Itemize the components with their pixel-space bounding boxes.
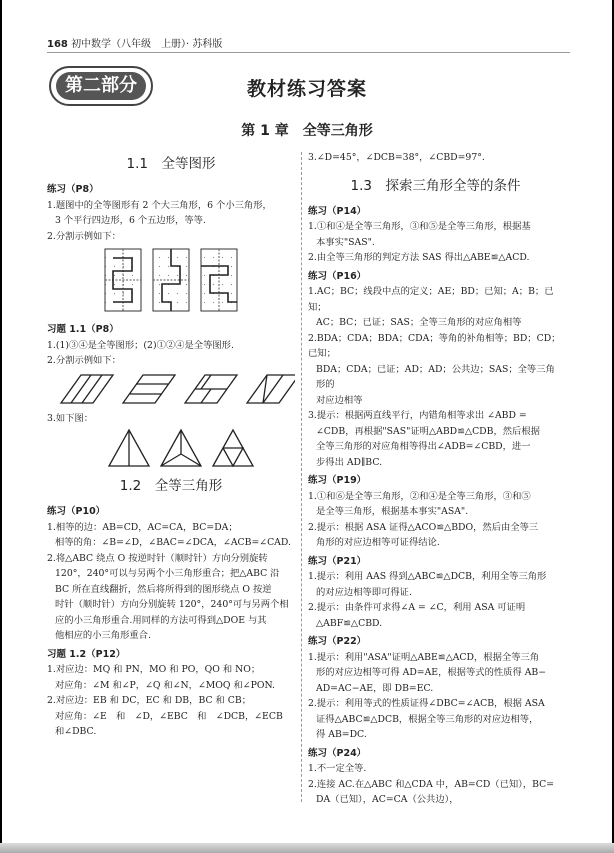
answer-p16-1-cont: AC；BC；已证；SAS；全等三角形的对应角相等 — [316, 317, 522, 328]
answer-p8-1-cont: 3 个平行四边形，6 个五边形，等等. — [55, 215, 206, 226]
answer-p19-2-cont: 角形的对应边相等可证得结论. — [316, 537, 440, 548]
grid-panel-2 — [153, 249, 189, 311]
homework-heading-1-2: 习题 1.2（P12） — [47, 648, 126, 660]
answer-p10-2-line6: 他相应的小三角形重合. — [55, 630, 151, 641]
section-1-2-title: 1.2 全等三角形 — [119, 478, 223, 494]
answer-p16-1: 1.AC；BC；线段中点的定义；AE；BD；已知；A；B；已知； — [308, 286, 554, 313]
exercise-heading-p10: 练习（P10） — [47, 506, 106, 517]
answer-p21-1: 1.提示：利用 AAS 得到△ABC≌△DCB，利用全等三角形 — [308, 571, 547, 582]
running-header — [47, 35, 222, 50]
exercise-heading-p16: 练习（P16） — [308, 270, 367, 282]
parallelogram-1 — [61, 375, 113, 403]
left-column — [47, 150, 295, 740]
triangle-3 — [213, 430, 253, 466]
page-number: 168 — [47, 39, 68, 50]
answer-p22-1: 1.提示：利用"ASA"证明△ABE≌△ACD，根据全等三角 — [308, 651, 540, 663]
answer-p10-1: 1.相等的边：AB=CD，AC=CA，BC=DA； — [47, 521, 238, 533]
answer-p10-2-line4: 时针（顺时针）方向分别旋转 120°，240°可与另两个相 — [55, 599, 289, 610]
answer-p21-2: 2.提示：由条件可求得∠A = ∠C，利用 ASA 可证明 — [308, 602, 526, 613]
answer-p10-2-line3: BC 所在直线翻折，然后将所得到的图形绕点 O 按逆 — [55, 583, 272, 595]
answer-p24-2-cont: DA（已知），AC=CA（公共边）， — [316, 794, 459, 805]
exercise-heading-p22: 练习（P22） — [308, 636, 367, 647]
answer-p22-2-line3: 得 AB=DC. — [316, 729, 367, 740]
exercise-heading-p14: 练习（P14） — [308, 205, 367, 217]
answer-p22-2-line2: 证得△ABC≌△DCB，根据全等三角形的对应边相等， — [316, 713, 539, 725]
answer-p14-2: 2.由全等三角形的判定方法 SAS 得出△ABE≌△ACD. — [308, 252, 530, 263]
homework-1-2-q2-end: 和∠DBC. — [55, 726, 97, 737]
section-1-3-title: 1.3 探索三角形全等的条件 — [350, 177, 521, 194]
parallelogram-4 — [247, 375, 295, 403]
answer-p8-1: 1.题图中的全等图形有 2 个大三角形，6 个小三角形， — [47, 199, 272, 211]
answer-p24-1: 1.不一定全等. — [308, 763, 367, 774]
part-badge-label: 第二部分 — [56, 72, 146, 100]
answer-p21-1-cont: 的对应边相等即可得证. — [316, 586, 412, 598]
homework-1-1-q2: 2.分割示例如下： — [47, 355, 121, 366]
exercise-heading-p24: 练习（P24） — [308, 747, 367, 759]
answer-p19-1: 1.①和⑥是全等三角形，②和④是全等三角形，③和⑤ — [308, 490, 531, 502]
answer-p16-2-line2: BDA；CDA；已证；AD；AD；公共边；SAS；全等三角形的 — [316, 363, 555, 390]
answer-p21-2-cont: △ABF≌△CBD. — [316, 617, 383, 629]
parallelogram-2 — [123, 375, 175, 403]
answer-p16-3-line3: 全等三角形的对应角相等得出∠ADB=∠CBD，进一 — [316, 441, 531, 452]
homework-heading-1-1: 习题 1.1（P8） — [47, 324, 119, 335]
grid-division-figure — [47, 244, 295, 316]
homework-1-1-q1: 1.(1)③④是全等图形；(2)①②④是全等图形. — [47, 339, 234, 351]
answer-p19-1-cont: 是全等三角形，根据基本事实"ASA". — [316, 506, 469, 517]
answer-p16-2: 2.BDA；CDA；BDA；CDA；等角的补角相等；BD；CD；已知； — [308, 332, 561, 359]
chapter-title: 第 1 章 全等三角形 — [241, 123, 373, 139]
answer-p16-3-line2: ∠CDB，再根据"SAS"证明△ABD≌△CDB，然后根据 — [316, 425, 540, 437]
exercise-heading-p19: 练习（P19） — [308, 475, 367, 486]
grid-panel-3 — [201, 249, 237, 311]
answer-p16-2-line3: 对应边相等 — [316, 394, 363, 406]
exercise-heading-p8: 练习（P8） — [47, 184, 99, 195]
answer-p14-1-cont: 本事实"SAS". — [316, 236, 375, 248]
parallelogram-3 — [185, 375, 237, 403]
book-title: 初中数学（八年级 上册）· 苏科版 — [71, 39, 223, 50]
triangle-1 — [109, 430, 149, 466]
answer-p19-2: 2.提示：根据 ASA 证得△ACO≌△BDO，然后由全等三 — [308, 521, 539, 533]
answer-p8-2: 2.分割示例如下： — [47, 230, 121, 242]
answer-p10-2-line5: 应的小三角形重合.用同样的方法可得到△DOE 与其 — [55, 614, 267, 626]
column-divider — [301, 152, 302, 802]
grid-panel-1 — [105, 249, 141, 311]
header-rule — [47, 52, 570, 53]
triangle-2 — [161, 430, 201, 466]
homework-1-1-q3: 3.如下图： — [47, 412, 94, 424]
homework-1-2-q1: 1.对应边：MQ 和 PN，MO 和 PO，QO 和 NO； — [47, 664, 261, 675]
triangle-division-figure — [47, 426, 295, 470]
page-edge-bottom — [0, 843, 614, 853]
section-1-1-title: 1.1 全等图形 — [126, 156, 216, 172]
homework-1-2-q2: 2.对应边：EB 和 DC，EC 和 DB，BC 和 CB； — [47, 695, 252, 706]
exercise-heading-p21: 练习（P21） — [308, 555, 367, 567]
answer-p16-3: 3.提示：根据两直线平行，内错角相等求出 ∠ABD = — [308, 410, 527, 421]
homework-1-2-q1-cont: 对应角：∠M 和∠P，∠Q 和∠N，∠MOQ 和∠PON. — [55, 679, 275, 691]
answer-p22-2: 2.提示：利用等式的性质证得∠DBC=∠ACB，根据 ASA — [308, 698, 545, 709]
homework-1-2-q2-cont: 对应角：∠E 和 ∠D，∠EBC 和 ∠DCB，∠ECB — [55, 710, 283, 722]
answer-p14-1: 1.①和④是全等三角形，③和⑤是全等三角形，根据基 — [308, 221, 531, 232]
answer-p16-3-line4: 步得出 AD∥BC. — [316, 456, 383, 468]
answer-prev-q3: 3.∠D=45°，∠DCB=38°，∠CBD=97°. — [308, 152, 485, 163]
answer-p22-1-line3: AD=AC−AE，即 DB=EC. — [316, 682, 434, 694]
answer-p10-2: 2.将△ABC 绕点 O 按逆时针（顺时针）方向分别旋转 — [47, 552, 268, 564]
main-title: 教材练习答案 — [246, 78, 367, 100]
right-column — [308, 150, 563, 808]
parallelogram-division-figure — [47, 369, 295, 409]
answer-p22-1-line2: 形的对应边相等可得 AD=AE，根据等式的性质得 AB− — [316, 667, 547, 678]
answer-p24-2: 2.连接 AC.在△ABC 和△CDA 中，AB=CD（已知），BC= — [308, 778, 555, 790]
answer-p10-2-line2: 120°，240°可以与另两个小三角形重合；把△ABC 沿 — [55, 568, 280, 579]
answer-p10-1-cont: 相等的角：∠B=∠D，∠BAC=∠DCA，∠ACB=∠CAD. — [55, 537, 291, 548]
